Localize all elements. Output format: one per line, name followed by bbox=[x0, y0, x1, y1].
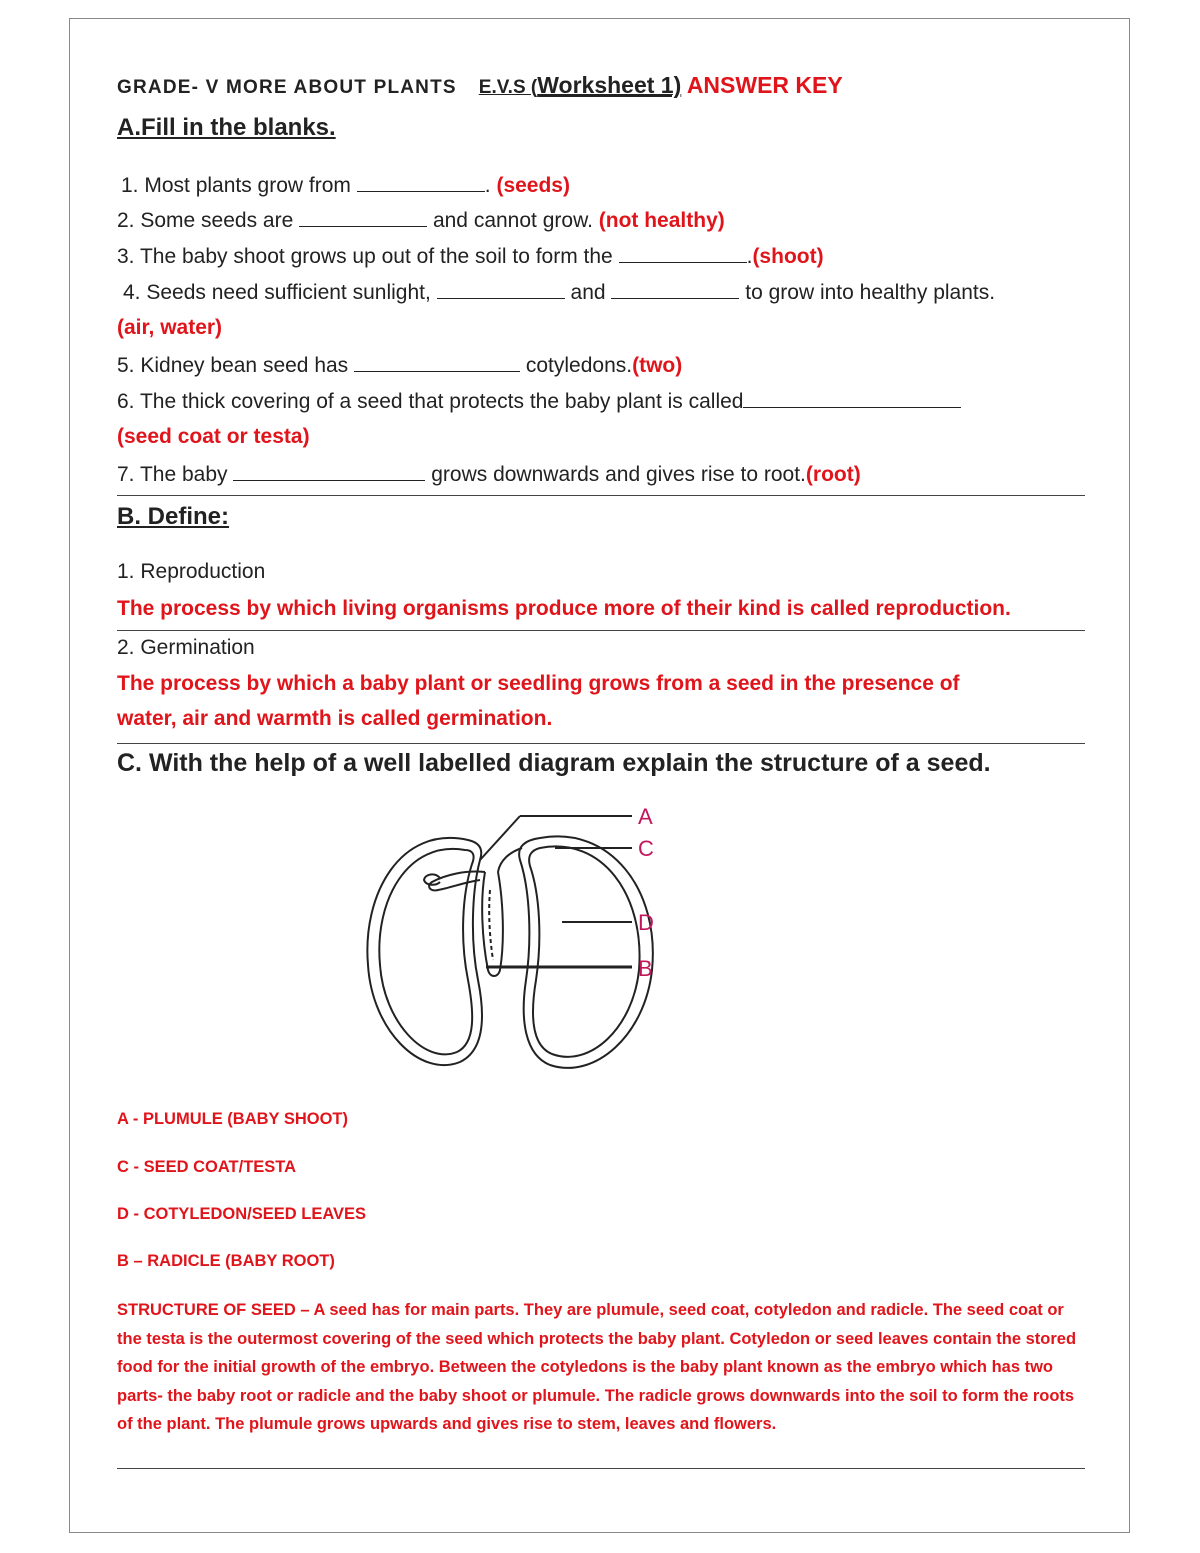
blank bbox=[743, 389, 961, 408]
question-3: 3. The baby shoot grows up out of the soil to form the .(shoot) bbox=[117, 245, 824, 268]
answer: (two) bbox=[632, 354, 683, 377]
blank bbox=[619, 244, 747, 263]
structure-paragraph: STRUCTURE OF SEED – A seed has for main parts. They are plumule, seed coat, cotyledon and radicle. The seed coat or the testa is the outermost covering of the seed which protects the baby plant. Cotyledon or seed leaves contain the stored food for the initial growth of the embryo. Between the cotyledons is the baby plant known as the embryo which has two parts- the baby root or radicle and the baby shoot or plumule. The radicle grows downwards into the soil to form the roots of the plant. The plumule grows upwards and gives rise to stem, leaves and flowers. bbox=[117, 1301, 1077, 1434]
answer-6: (seed coat or testa) bbox=[117, 425, 310, 448]
answer-4: (air, water) bbox=[117, 316, 223, 339]
header-worksheet: Worksheet 1) bbox=[537, 72, 682, 98]
define-answer-2-line1: The process by which a baby plant or seedling grows from a seed in the presence of bbox=[117, 672, 960, 695]
answer: (shoot) bbox=[752, 245, 824, 268]
question-4: 4. Seeds need sufficient sunlight, and to grow into healthy plants. bbox=[123, 281, 996, 304]
divider bbox=[117, 630, 1085, 631]
section-b-title: B. Define: bbox=[117, 503, 230, 530]
divider bbox=[117, 495, 1085, 496]
diagram-label-a: A bbox=[638, 804, 653, 829]
blank bbox=[357, 173, 485, 192]
blank bbox=[437, 280, 565, 299]
label-radicle: B – RADICLE (BABY ROOT) bbox=[117, 1252, 335, 1270]
answer: (root) bbox=[805, 463, 861, 486]
header-answer-key: ANSWER KEY bbox=[686, 72, 843, 98]
define-term-1: 1. Reproduction bbox=[117, 560, 266, 583]
header-subject: E.V.S (Worksheet 1) bbox=[478, 72, 682, 98]
label-seed-coat: C - SEED COAT/TESTA bbox=[117, 1158, 297, 1176]
right-cotyledon-inner bbox=[529, 846, 639, 1056]
question-2: 2. Some seeds are and cannot grow. (not healthy) bbox=[117, 209, 725, 232]
label-cotyledon: D - COTYLEDON/SEED LEAVES bbox=[117, 1205, 367, 1223]
answer: (not healthy) bbox=[598, 209, 725, 232]
diagram-label-d: D bbox=[638, 910, 654, 935]
header-title: GRADE- V MORE ABOUT PLANTS bbox=[117, 77, 457, 98]
radicle bbox=[482, 872, 503, 976]
answer: (seeds) bbox=[496, 174, 570, 197]
blank bbox=[611, 280, 739, 299]
section-c-title: C. With the help of a well labelled diagram explain the structure of a seed. bbox=[117, 749, 991, 777]
question-6: 6. The thick covering of a seed that protects the baby plant is called bbox=[117, 389, 961, 414]
define-term-2: 2. Germination bbox=[117, 636, 255, 659]
blank bbox=[354, 353, 520, 372]
left-cotyledon-inner bbox=[379, 849, 473, 1054]
label-plumule: A - PLUMULE (BABY SHOOT) bbox=[117, 1110, 348, 1128]
divider bbox=[117, 1468, 1085, 1469]
worksheet-header bbox=[117, 72, 843, 99]
define-answer-2-line2: water, air and warmth is called germination. bbox=[117, 707, 553, 730]
diagram-label-c: C bbox=[638, 836, 654, 861]
diagram-label-b: B bbox=[638, 956, 653, 981]
blank bbox=[299, 208, 427, 227]
question-5: 5. Kidney bean seed has cotyledons.(two) bbox=[117, 354, 683, 377]
radicle-inner bbox=[489, 890, 493, 960]
question-1: 1. Most plants grow from . (seeds) bbox=[121, 174, 570, 197]
define-answer-1: The process by which living organisms produce more of their kind is called reproduction. bbox=[117, 597, 1011, 620]
seed-diagram bbox=[340, 800, 700, 1090]
pointer-a bbox=[480, 816, 520, 860]
divider bbox=[117, 743, 1085, 744]
section-a-title: A.Fill in the blanks. bbox=[117, 114, 336, 141]
question-7: 7. The baby grows downwards and gives rise to root.(root) bbox=[117, 463, 861, 486]
blank bbox=[233, 462, 425, 481]
